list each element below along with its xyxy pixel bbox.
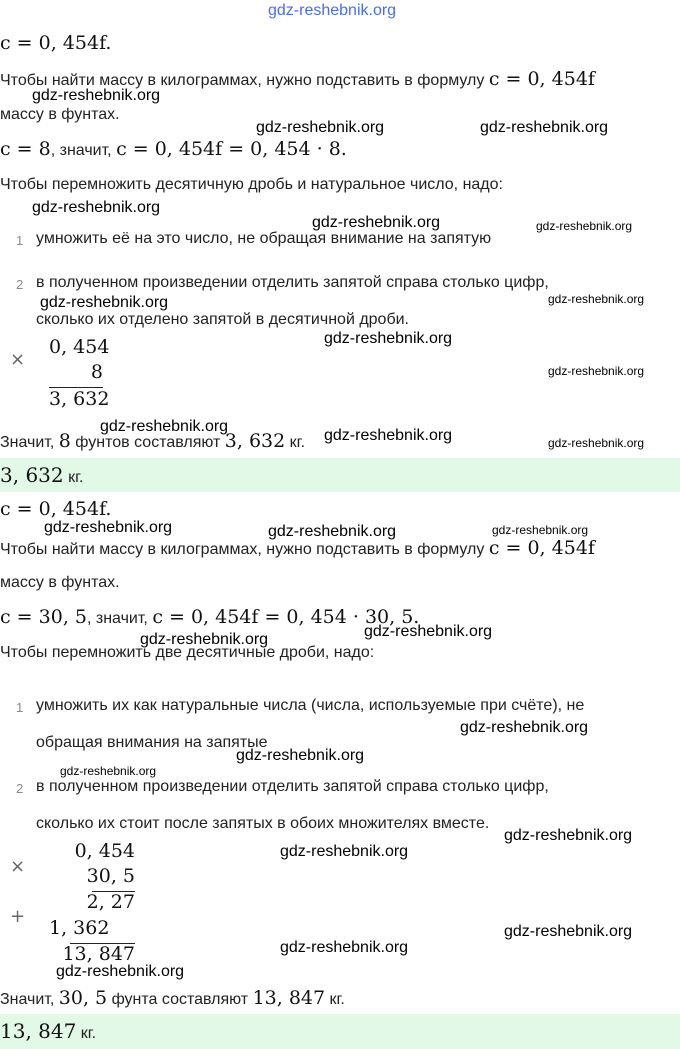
watermark: gdz-reshebnik.org	[504, 923, 633, 940]
watermark: gdz-reshebnik.org	[40, 294, 169, 311]
text-fragment: , значит,	[50, 142, 117, 159]
formula-inline: 3, 632	[224, 430, 286, 452]
answer-box	[0, 1014, 680, 1049]
text-fragment: Значит,	[0, 991, 59, 1008]
watermark: gdz-reshebnik.org	[256, 119, 385, 136]
calc-factor: 30, 5	[86, 865, 135, 887]
watermark: gdz-reshebnik.org	[460, 719, 589, 736]
instruction-text: массу в фунтах.	[0, 574, 120, 591]
watermark: gdz-reshebnik.org	[548, 436, 645, 450]
watermark: gdz-reshebnik.org	[536, 219, 633, 233]
watermark: gdz-reshebnik.org	[140, 631, 269, 648]
answer-unit: кг.	[63, 469, 84, 486]
answer-value: 3, 632	[0, 463, 64, 487]
formula-inline: c = 8	[0, 138, 51, 160]
calc-factor: 0, 454	[74, 840, 135, 862]
step-text: в полученном произведении отделить запятой справа столько цифр,	[36, 778, 549, 795]
instruction-text	[0, 537, 595, 559]
watermark: gdz-reshebnik.org	[324, 427, 453, 444]
watermark: gdz-reshebnik.org	[324, 330, 453, 347]
formula-inline: c = 0, 454f = 0, 454 · 30, 5.	[152, 606, 420, 628]
instruction-text: массу в фунтах.	[0, 106, 120, 123]
multiply-sign: ×	[10, 856, 26, 877]
step-number: 1	[16, 233, 24, 248]
step-text: сколько их отделено запятой в десятичной дроби.	[36, 311, 409, 328]
calc-result: 13, 847	[62, 943, 135, 965]
watermark: gdz-reshebnik.org	[548, 364, 645, 378]
calc-factor: 0, 454	[49, 336, 110, 358]
watermark: gdz-reshebnik.org	[280, 939, 409, 956]
calc-partial: 2, 27	[86, 891, 135, 913]
text-fragment: кг.	[325, 991, 345, 1008]
watermark: gdz-reshebnik.org	[480, 119, 609, 136]
formula-inline: c = 0, 454f	[488, 537, 595, 559]
watermark: gdz-reshebnik.org	[32, 87, 161, 104]
step-number: 2	[16, 277, 24, 292]
text-fragment: кг.	[285, 434, 306, 451]
formula-inline: c = 0, 454f	[488, 68, 595, 90]
calc-result: 3, 632	[49, 388, 110, 410]
text-fragment: фунтов составляют	[70, 434, 225, 451]
formula: c = 0, 454f.	[0, 32, 112, 54]
text-fragment: Значит,	[0, 434, 59, 451]
formula-inline: 8	[58, 430, 71, 452]
text-fragment: , значит,	[86, 610, 153, 627]
watermark: gdz-reshebnik.org	[100, 418, 229, 435]
step-text: обращая внимания на запятые	[36, 734, 268, 751]
instruction-text-part: Чтобы найти массу в килограммах, нужно подставить в формулу	[0, 72, 485, 89]
instruction-text-part: Чтобы найти массу в килограммах, нужно подставить в формулу	[0, 541, 485, 558]
watermark: gdz-reshebnik.org	[548, 292, 645, 306]
step-text: сколько их стоит после запятых в обоих множителях вместе.	[36, 815, 490, 832]
formula-inline: 13, 847	[252, 987, 326, 1009]
formula-inline: 30, 5	[58, 987, 108, 1009]
step-text: умножить её на это число, не обращая внимание на запятую	[36, 230, 492, 247]
text-fragment: фунта составляют	[107, 991, 253, 1008]
watermark: gdz-reshebnik.org	[56, 963, 185, 980]
answer-box	[0, 458, 680, 492]
answer-unit: кг.	[76, 1025, 97, 1042]
rule-text: Чтобы перемножить десятичную дробь и натуральное число, надо:	[0, 176, 503, 193]
plus-sign: +	[10, 906, 26, 927]
step-text: умножить их как натуральные числа (числа, используемые при счёте), не	[36, 697, 585, 714]
calc-partial: 1, 362	[49, 917, 110, 939]
multiply-sign: ×	[10, 349, 26, 370]
watermark: gdz-reshebnik.org	[268, 2, 397, 19]
conclusion-text	[0, 430, 305, 452]
watermark: gdz-reshebnik.org	[492, 523, 589, 537]
watermark: gdz-reshebnik.org	[312, 214, 441, 231]
answer-value: 13, 847	[0, 1019, 77, 1043]
watermark: gdz-reshebnik.org	[364, 623, 493, 640]
formula-inline: c = 0, 454f = 0, 454 · 8.	[116, 138, 347, 160]
substitution-line	[0, 138, 347, 160]
conclusion-text	[0, 987, 345, 1009]
substitution-line	[0, 606, 419, 628]
watermark: gdz-reshebnik.org	[280, 843, 409, 860]
watermark: gdz-reshebnik.org	[44, 519, 173, 536]
watermark: gdz-reshebnik.org	[504, 827, 633, 844]
watermark: gdz-reshebnik.org	[60, 764, 157, 778]
formula-inline: c = 30, 5	[0, 606, 87, 628]
step-number: 2	[16, 781, 24, 796]
calc-factor: 8	[90, 361, 103, 383]
watermark: gdz-reshebnik.org	[268, 523, 397, 540]
rule-text: Чтобы перемножить две десятичные дроби, надо:	[0, 644, 375, 661]
step-number: 1	[16, 700, 24, 715]
watermark: gdz-reshebnik.org	[32, 199, 161, 216]
formula: c = 0, 454f.	[0, 498, 112, 520]
watermark: gdz-reshebnik.org	[236, 747, 365, 764]
step-text: в полученном произведении отделить запятой справа столько цифр,	[36, 274, 549, 291]
